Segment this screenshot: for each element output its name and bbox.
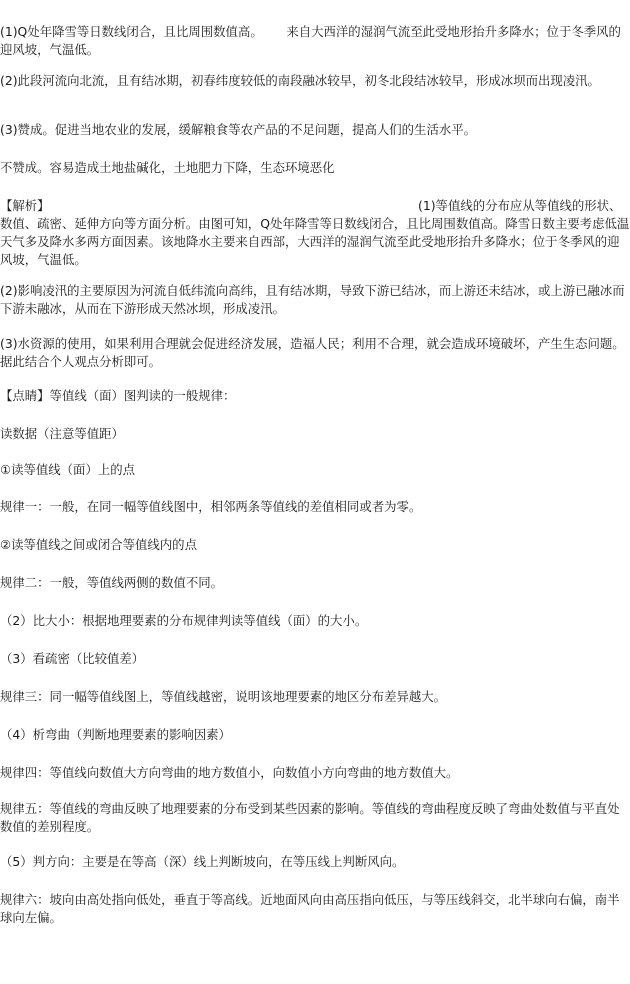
tips-rule-2: 规律二：一般，等值线两侧的数值不同。 bbox=[0, 575, 224, 590]
analysis-label: 【解析】 bbox=[0, 198, 50, 213]
answer-part-3-agree: (3)赞成。促进当地农业的发展，缓解粮食等农产品的不足问题，提高人们的生活水平。 bbox=[0, 122, 477, 137]
answer-part-3-disagree: 不赞成。容易造成土地盐碱化，土地肥力下降，生态环境恶化 bbox=[0, 160, 335, 175]
tips-heading: 【点睛】等值线（面）图判读的一般规律： bbox=[0, 388, 236, 403]
analysis-paragraph-1: (1)等值线的分布应从等值线的形状、数值、疏密、延伸方向等方面分析。由图可知，Q处年降雪等日数线闭合，且比周围数值高。降雪日数主要考虑低温天气多及降水多两方面因素。该地降水主要来自西部，大西洋的湿润气流至此受地形抬升多降水；位于冬季风的迎风坡，气温低。 bbox=[0, 198, 630, 267]
tips-line-points-between: ②读等值线之间或闭合等值线内的点 bbox=[0, 537, 197, 552]
tips-rule-5: 规律五：等值线的弯曲反映了地理要素的分布受到某些因素的影响。等值线的弯曲程度反映了弯曲处数值与平直处数值的差别程度。 bbox=[0, 801, 620, 834]
tips-rule-3: 规律三：同一幅等值线图上，等值线越密，说明该地理要素的地区分布差异越大。 bbox=[0, 689, 447, 704]
tips-rule-6: 规律六：坡向由高处指向低处，垂直于等高线。近地面风向由高压指向低压，与等压线斜交，北半球向右偏，南半球向左偏。 bbox=[0, 892, 620, 925]
tips-line-density: （3）看疏密（比较值差） bbox=[0, 651, 145, 666]
tips-line-bending: （4）析弯曲（判断地理要素的影响因素） bbox=[0, 727, 231, 742]
answer-part-2: (2)此段河流向北流，且有结冰期，初春纬度较低的南段融冰较早，初冬北段结冰较早，形成冰坝而出现凌汛。 bbox=[0, 73, 600, 88]
tips-line-points-on-line: ①读等值线（面）上的点 bbox=[0, 462, 136, 477]
analysis-paragraph-3: (3)水资源的使用，如果利用合理就会促进经济发展，造福人民；利用不合理，就会造成环境破坏，产生生态问题。据此结合个人观点分析即可。 bbox=[0, 336, 625, 369]
tips-line-read-data: 读数据（注意等值距） bbox=[0, 426, 124, 441]
answer-part-1: (1)Q处年降雪等日数线闭合，且比周围数值高。 来自大西洋的湿润气流至此受地形抬升多降水；位于冬季风的迎风坡，气温低。 bbox=[0, 24, 621, 57]
tips-rule-1: 规律一：一般，在同一幅等值线图中，相邻两条等值线的差值相同或者为零。 bbox=[0, 499, 422, 514]
tips-line-direction: （5）判方向：主要是在等高（深）线上判断坡向，在等压线上判断风向。 bbox=[0, 854, 405, 869]
tips-rule-4: 规律四：等值线向数值大方向弯曲的地方数值小，向数值小方向弯曲的地方数值大。 bbox=[0, 765, 459, 780]
tips-line-compare: （2）比大小：根据地理要素的分布规律判读等值线（面）的大小。 bbox=[0, 613, 368, 628]
analysis-paragraph-2: (2)影响凌汛的主要原因为河流自低纬流向高纬，且有结冰期，导致下游已结冰，而上游还未结冰，或上游已融冰而下游未融冰，从而在下游形成天然冰坝，形成凌汛。 bbox=[0, 283, 625, 316]
